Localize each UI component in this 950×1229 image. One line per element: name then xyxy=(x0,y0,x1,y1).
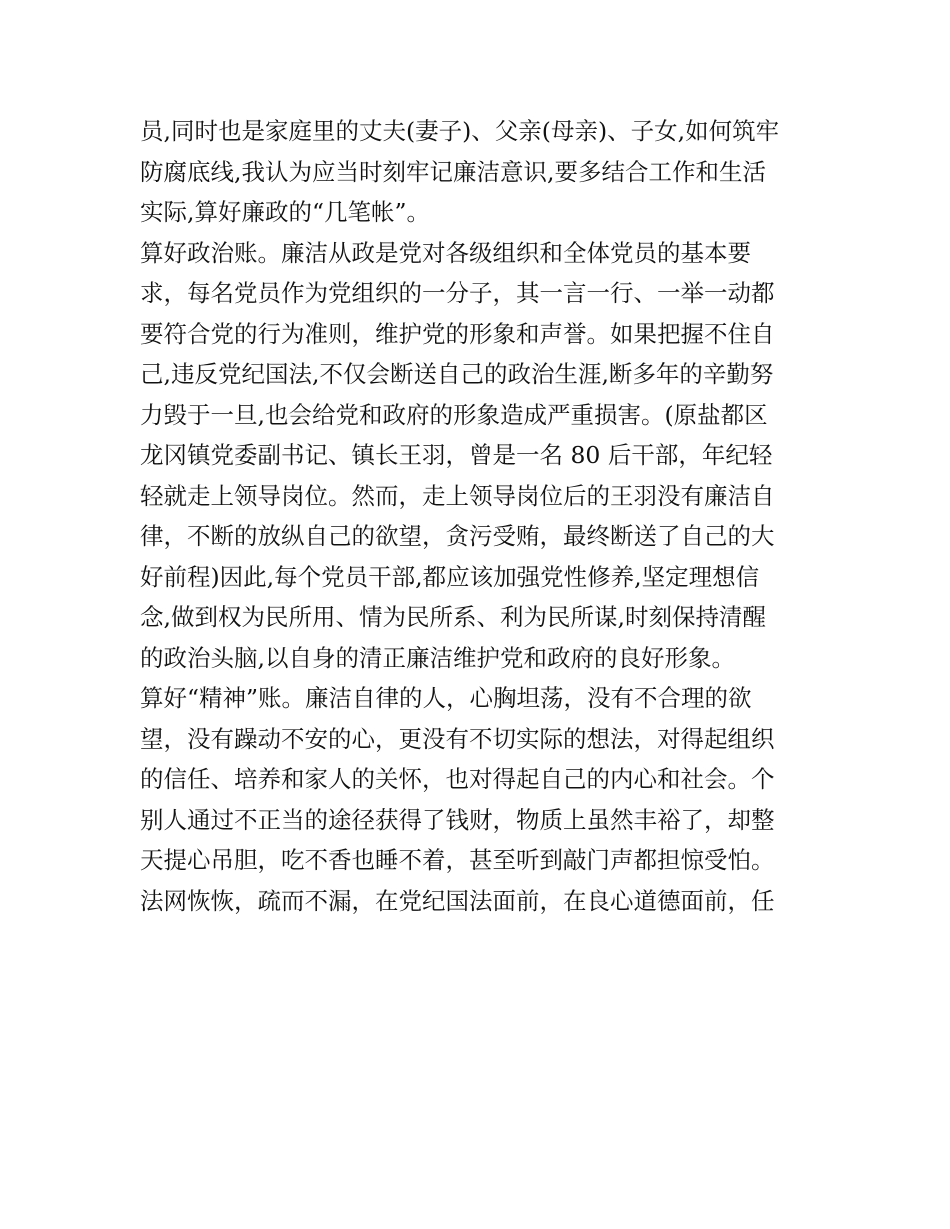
text-line: 力毁于一旦,也会给党和政府的形象造成严重损害。(原盐都区 xyxy=(140,400,768,429)
text-line: 实际,算好廉政的“几笔帐”。 xyxy=(140,198,430,226)
text-line: 员,同时也是家庭里的丈夫(妻子)、父亲(母亲)、子女,如何筑牢 xyxy=(140,117,780,145)
text-line: 己,违反党纪国法,不仅会断送自己的政治生涯,断多年的辛勤努 xyxy=(140,360,774,388)
text-line: 算好政治账。廉洁从政是党对各级组织和全体党员的基本要 xyxy=(140,238,751,267)
text-line: 法网恢恢，疏而不漏，在党纪国法面前，在良心道德面前，任 xyxy=(140,886,775,915)
text-line: 念,做到权为民所用、情为民所系、利为民所谋,时刻保持清醒 xyxy=(140,603,766,631)
body-text xyxy=(140,111,820,921)
text-line: 要符合党的行为准则，维护党的形象和声誉。如果把握不住自 xyxy=(140,319,775,348)
text-line: 别人通过不正当的途径获得了钱财，物质上虽然丰裕了，却整 xyxy=(140,805,775,834)
text-line: 求，每名党员作为党组织的一分子，其一言一行、一举一动都 xyxy=(140,279,775,307)
text-line: 的政治头脑,以自身的清正廉洁维护党和政府的良好形象。 xyxy=(140,643,735,672)
text-line: 望，没有躁动不安的心，更没有不切实际的想法，对得起组织 xyxy=(140,724,775,753)
text-line: 律，不断的放纵自己的欲望，贪污受贿，最终断送了自己的大 xyxy=(140,522,775,550)
text-line: 天提心吊胆，吃不香也睡不着，甚至听到敲门声都担惊受怕。 xyxy=(140,846,775,874)
text-line: 算好“精神”账。廉洁自律的人，心胸坦荡，没有不合理的欲 xyxy=(140,684,752,712)
text-line: 龙冈镇党委副书记、镇长王羽，曾是一名 80 后干部，年纪轻 xyxy=(140,441,773,469)
text-line: 轻就走上领导岗位。然而，走上领导岗位后的王羽没有廉洁自 xyxy=(140,481,775,510)
text-line: 防腐底线,我认为应当时刻牢记廉洁意识,要多结合工作和生活 xyxy=(140,157,766,186)
text-line: 的信任、培养和家人的关怀，也对得起自己的内心和社会。个 xyxy=(140,765,775,793)
text-line: 好前程)因此,每个党员干部,都应该加强党性修养,坚定理想信 xyxy=(140,562,760,591)
